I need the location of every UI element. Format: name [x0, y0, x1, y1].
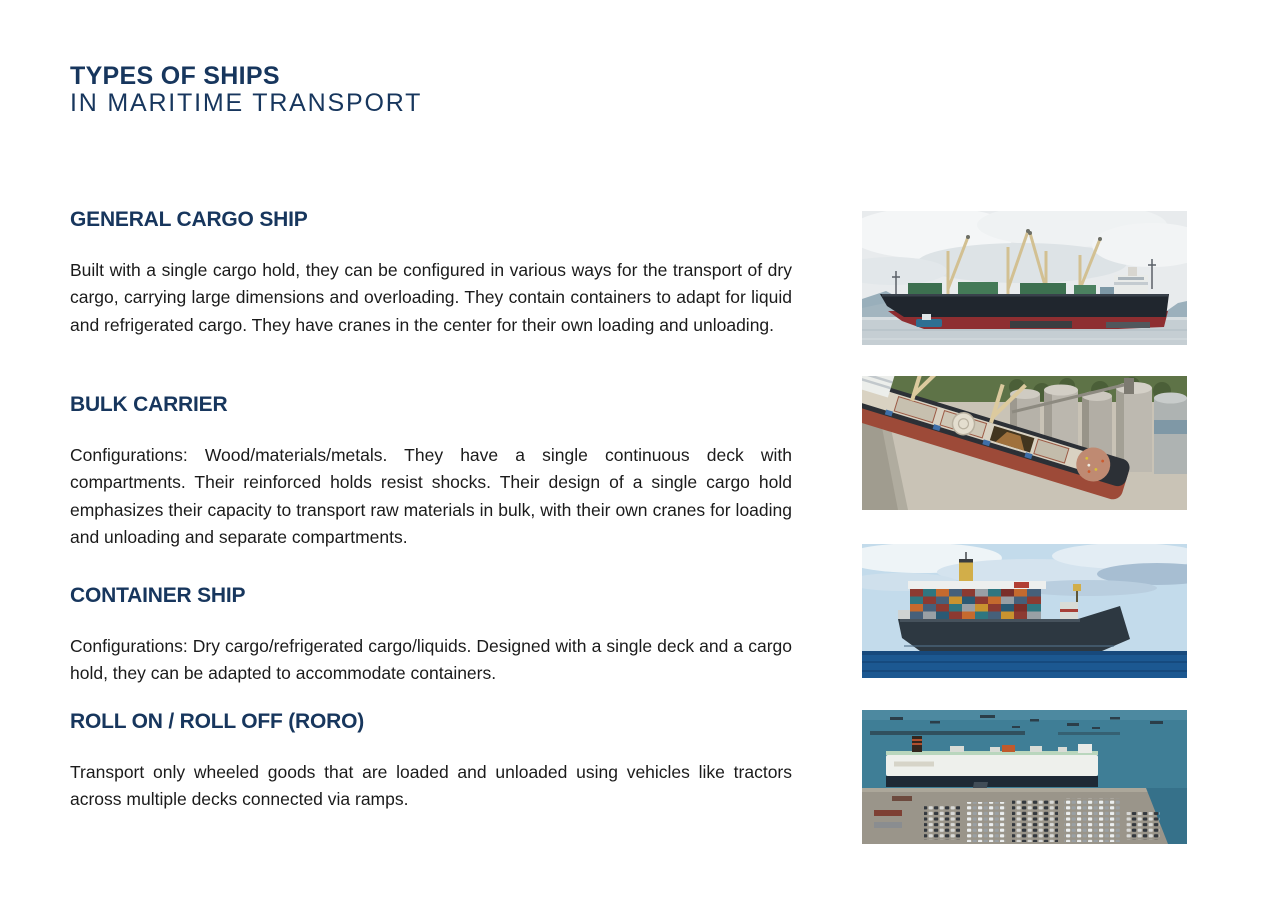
section-bulk-carrier: [70, 393, 792, 551]
section-body: Configurations: Wood/materials/metals. They have a single continuous deck with compartments. Their reinforced holds resist shocks. Their design of a single cargo hold emphasizes their capacity to transport raw materials in bulk, with their own cranes for loading and unloading and separate compartments.: [70, 445, 792, 547]
title-line2: IN MARITIME TRANSPORT: [70, 89, 423, 117]
general-cargo-ship-photo: [862, 211, 1187, 345]
section-roro: [70, 710, 792, 814]
section-container-ship: [70, 584, 792, 688]
section-body: Built with a single cargo hold, they can be configured in various ways for the transport of dry cargo, carrying large dimensions and overloading. They contain containers to adapt for liquid and refrigerated cargo. They have cranes in the center for their own loading and unloading.: [70, 260, 792, 335]
section-heading: GENERAL CARGO SHIP: [70, 208, 308, 231]
general-cargo-ship-illustration: [862, 211, 1187, 345]
container-ship-illustration: [862, 544, 1187, 678]
section-heading: CONTAINER SHIP: [70, 584, 246, 607]
title-line1: TYPES OF SHIPS: [70, 62, 280, 90]
roro-ship-photo: [862, 710, 1187, 844]
bulk-carrier-illustration: [862, 376, 1187, 510]
container-ship-photo: [862, 544, 1187, 678]
page-title: [70, 62, 422, 117]
section-body: Transport only wheeled goods that are loaded and unloaded using vehicles like tractors across multiple decks connected via ramps.: [70, 762, 792, 810]
section-body: Configurations: Dry cargo/refrigerated cargo/liquids. Designed with a single deck and a cargo hold, they can be adapted to accommodate containers.: [70, 636, 792, 684]
roro-ship-illustration: [862, 710, 1187, 844]
bulk-carrier-photo: [862, 376, 1187, 510]
section-heading: ROLL ON / ROLL OFF (RORO): [70, 710, 365, 733]
section-heading: BULK CARRIER: [70, 393, 228, 416]
section-general-cargo-ship: [70, 208, 792, 339]
